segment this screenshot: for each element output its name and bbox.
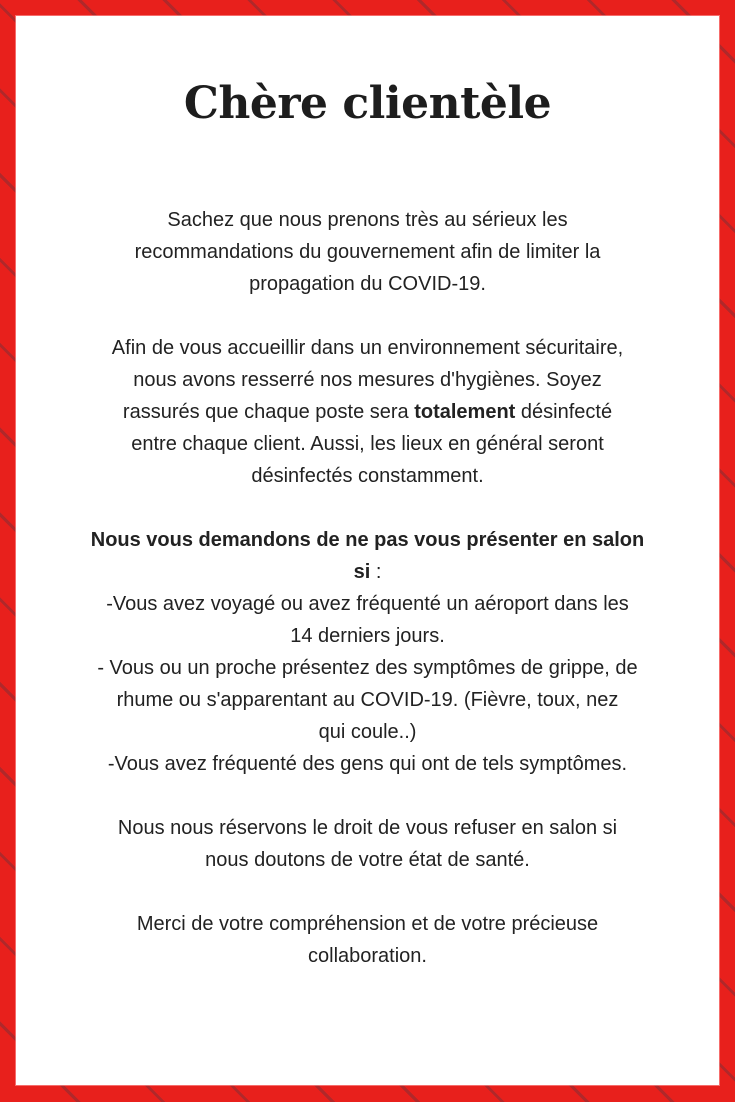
text-line: Afin de vous accueillir dans un environnement sécuritaire, — [111, 337, 624, 359]
intro-paragraph — [16, 204, 719, 300]
text-line: nous avons resserré nos mesures d'hygiènes. Soyez — [133, 369, 602, 391]
restriction-item: qui coule..) — [318, 721, 417, 743]
restriction-item: 14 derniers jours. — [290, 625, 445, 647]
text-run: : — [370, 561, 382, 583]
refusal-paragraph — [16, 812, 719, 876]
hygiene-paragraph — [16, 332, 719, 492]
paragraph-gap — [16, 492, 719, 524]
restriction-item: - Vous ou un proche présentez des symptômes de grippe, de — [97, 657, 638, 679]
paragraph-gap — [16, 876, 719, 908]
text-line: entre chaque client. Aussi, les lieux en général seront — [131, 433, 604, 455]
restrictions-heading: Nous vous demandons de ne pas vous présenter en salon — [90, 529, 645, 551]
restriction-item: -Vous avez voyagé ou avez fréquenté un aéroport dans les — [106, 593, 629, 615]
text-run: désinfecté — [515, 401, 613, 423]
thanks-paragraph — [16, 908, 719, 972]
text-line: nous doutons de votre état de santé. — [205, 849, 530, 871]
notice-panel — [16, 16, 719, 1085]
text-line: propagation du COVID-19. — [249, 273, 486, 295]
emphasis-totalement: totalement — [414, 401, 516, 423]
text-line: recommandations du gouvernement afin de limiter la — [134, 241, 601, 263]
restriction-item: rhume ou s'apparentant au COVID-19. (Fièvre, toux, nez — [116, 689, 619, 711]
text-line: désinfectés constamment. — [251, 465, 484, 487]
text-line: Merci de votre compréhension et de votre précieuse — [136, 913, 599, 935]
notice-body — [16, 204, 719, 972]
restrictions-paragraph — [16, 524, 719, 780]
paragraph-gap — [16, 780, 719, 812]
text-line: Sachez que nous prenons très au sérieux les — [167, 209, 568, 231]
text-line — [16, 396, 719, 428]
text-line: collaboration. — [308, 945, 427, 967]
restrictions-heading-si: si — [353, 561, 371, 583]
page-title: Chère clientèle — [183, 78, 552, 129]
text-run: rassurés que chaque poste sera — [122, 401, 415, 423]
paragraph-gap — [16, 300, 719, 332]
text-line — [16, 556, 719, 588]
text-line: Nous nous réservons le droit de vous refuser en salon si — [117, 817, 618, 839]
restriction-item: -Vous avez fréquenté des gens qui ont de tels symptômes. — [107, 753, 628, 775]
